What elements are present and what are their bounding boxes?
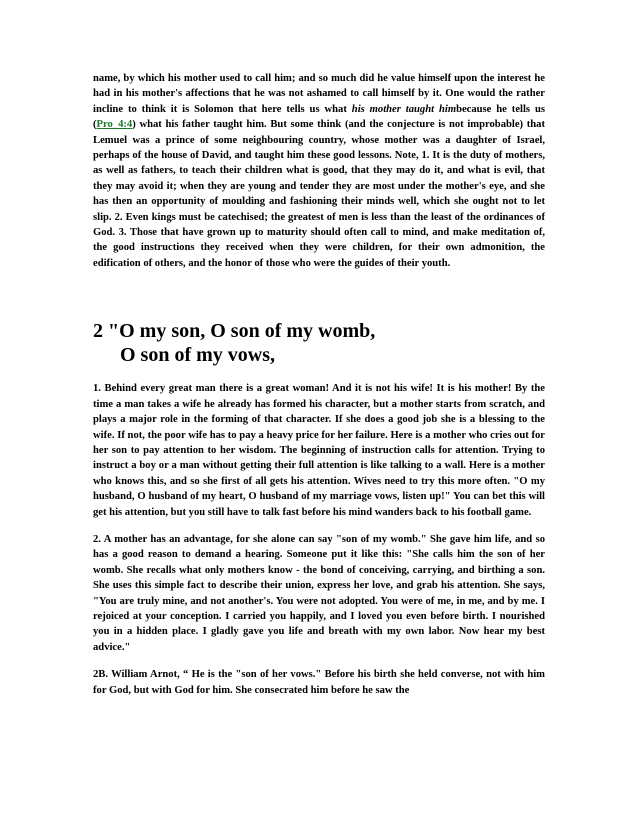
intro-text-3: ) what his father taught him. But some think (and the conjecture is not improbable) that Lemuel was a prince of some neighbouring country, whose mother was a daughter of Israel, perhaps of the house of David, and taught him these good lessons. Note, 1. It is the duty of mothers, as well as fathers, to teach their children what is good, that they may do it, and what is evil, that they may avoid it; when they are young and tender they are most under the mother's eye, and she has then an opportunity of moulding and fashioning their minds well, which she ought not to let slip. 2. Even kings must be catechised; the greatest of men is less than the least of the ordinances of God. 3. Those that have grown up to maturity should often call to mind, and make meditation of, the good instructions they received when they were children, for their own admonition, the edification of others, and the honor of those who were the guides of their youth. [93, 119, 545, 269]
intro-text-1: name, by which his mother used to call him; and so much did he value himself upon the interest he had in his mother's affections that he was not ashamed to call himself by it. One would the rather incline to think it is Solomon that here tells us what [93, 73, 545, 115]
document-page [93, 71, 545, 698]
verse-heading-line-2: O son of my vows, [120, 344, 276, 367]
scripture-link[interactable]: Pro_4:4 [96, 119, 133, 131]
paragraph-2b: 2B. William Arnot, “ He is the "son of her vows." Before his birth she held converse, not with him for God, but with God for him. She consecrated him before he saw the [93, 669, 545, 696]
intro-paragraph [93, 71, 545, 271]
paragraph-1: 1. Behind every great man there is a great woman! And it is not his wife! It is his mother! By the time a man takes a wife he already has formed his character, but a mother starts from scratch, and plays a major role in the forming of that character. If she does a good job she is a blessing to the wife. If not, the poor wife has to pay a heavy price for her failure. Here is a mother who cries out for her son to pay attention to her wisdom. The beginning of instruction calls for attention. Trying to instruct a boy or a man without getting their full attention is like talking to a wall. Here is a mother who knows this, and so she first of all gets his attention. Wives need to try this more often. "O my husband, O husband of my heart, O husband of my marriage vows, listen up!" You can bet this will get his attention, but you still have to talk fast before his mind wanders back to his football game. [93, 383, 545, 518]
verse-heading [93, 319, 545, 367]
intro-italic-phrase: his mother taught him [351, 103, 457, 115]
verse-heading-line-1: 2 "O my son, O son of my womb, [93, 320, 376, 343]
paragraph-2: 2. A mother has an advantage, for she alone can say "son of my womb." She gave him life, and so has a good reason to demand a hearing. Someone put it like this: "She calls him the son of her womb. She recalls what only mothers know - the bond of conceiving, carrying, and birthing a son. She uses this simple fact to describe their union, express her love, and grab his attention. She says, "You are truly mine, and not another's. You were not adopted. You were of me, in me, and by me. I rejoiced at your conception. I carried you happily, and I loved you even before birth. I nourished you in a hidden place. I gladly gave you life and breath with my own labor. Now hear my best advice." [93, 533, 545, 653]
intro-text-2: because he tells us ( [93, 103, 545, 131]
